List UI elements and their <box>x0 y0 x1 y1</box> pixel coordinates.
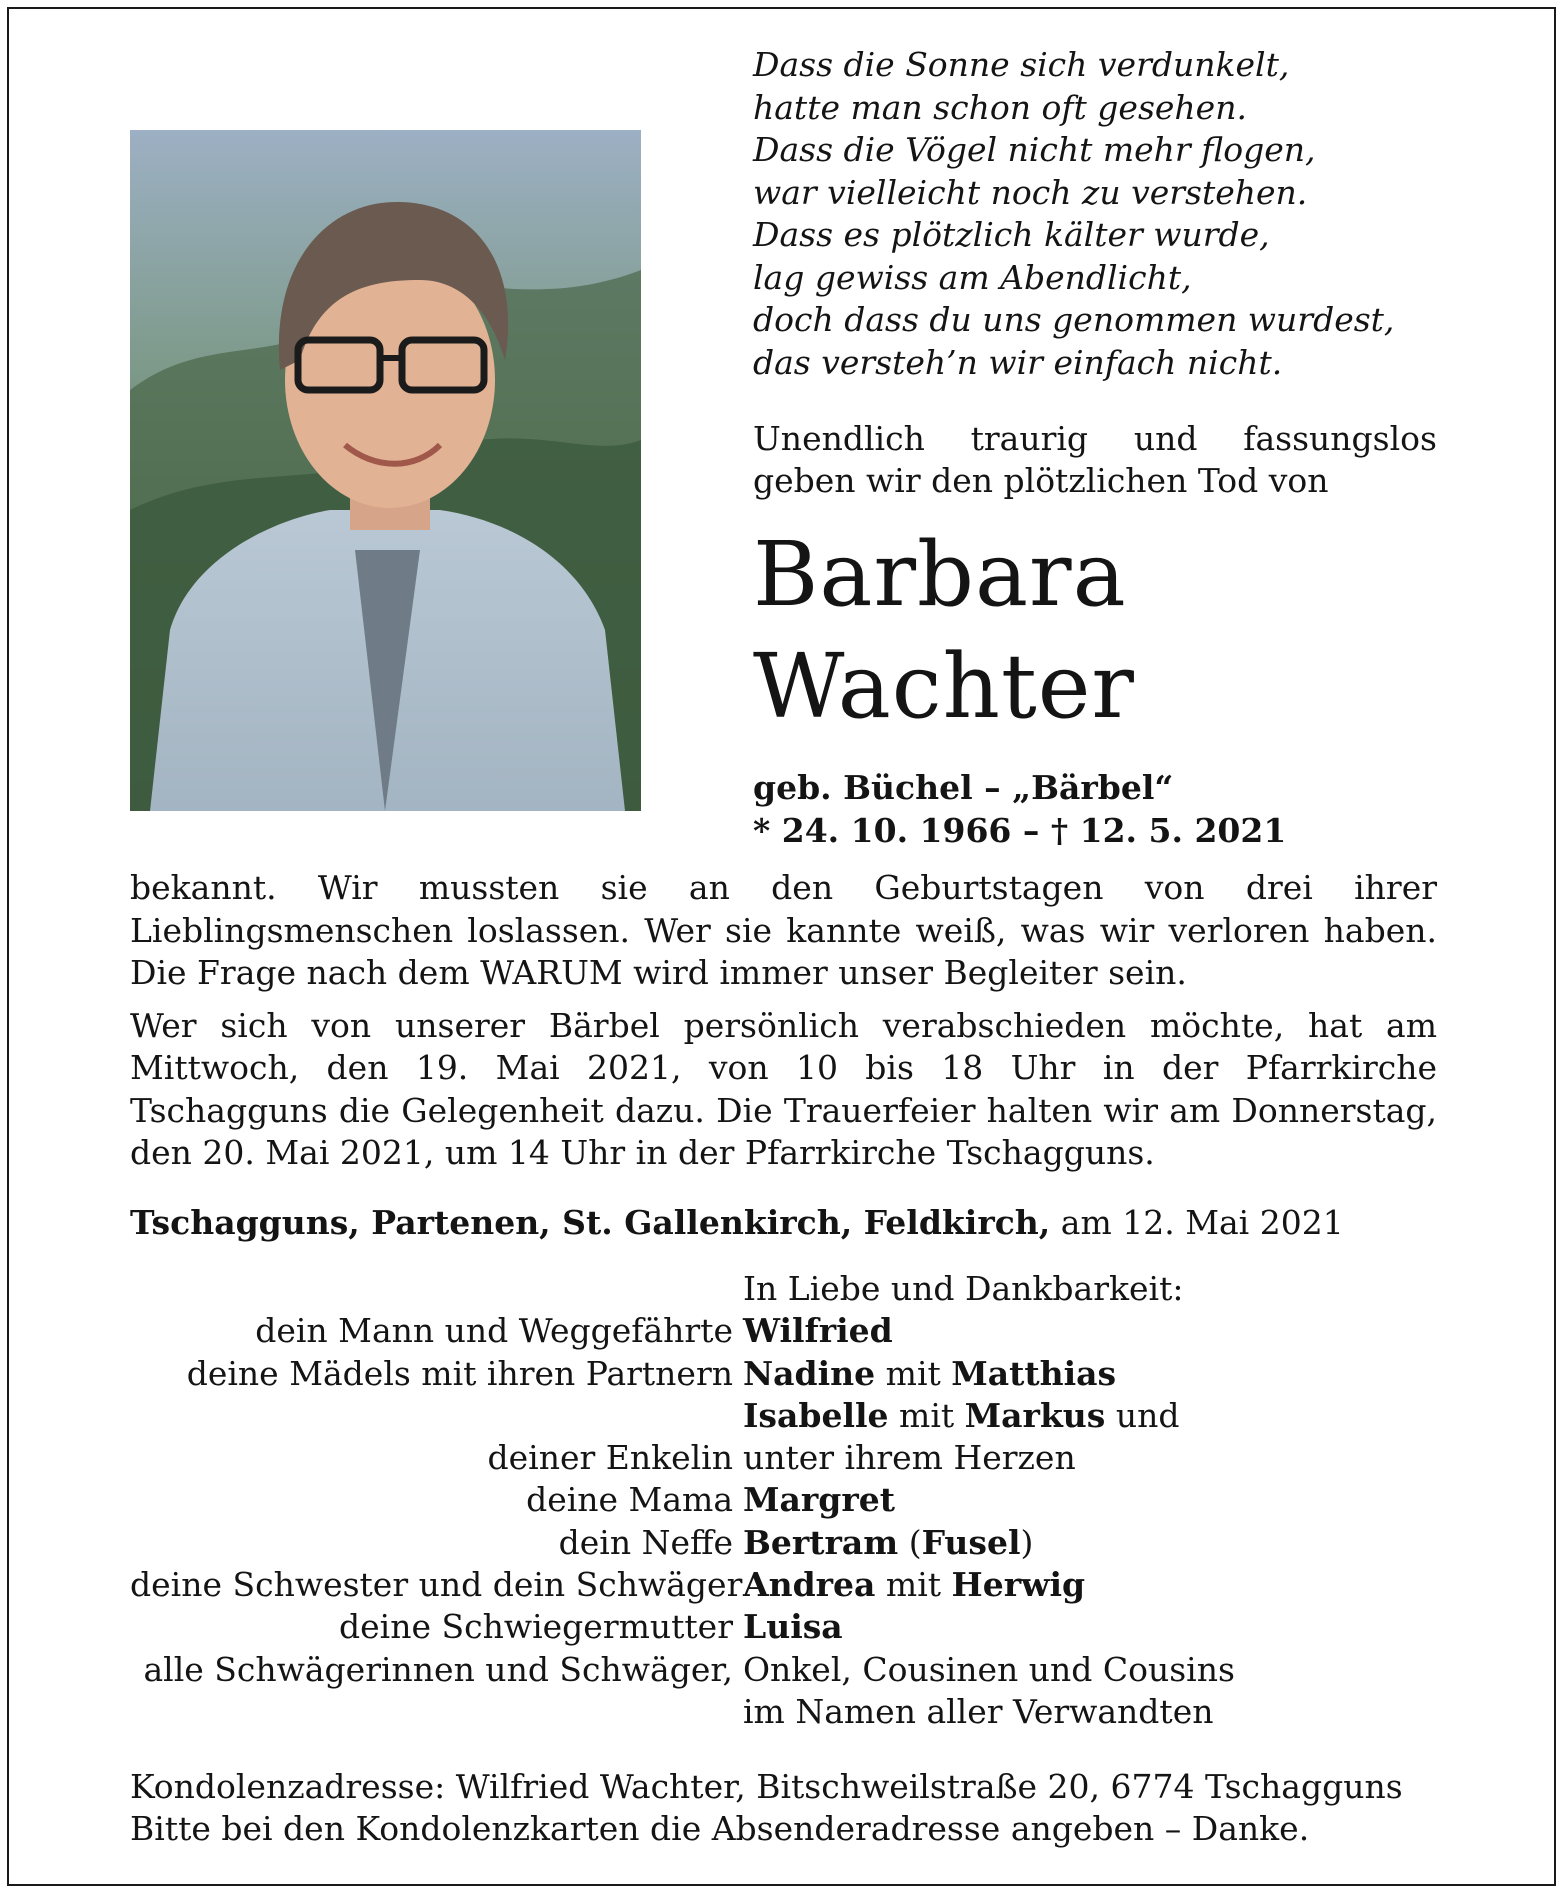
condolence-note: Bitte bei den Kondolenzkarten die Absenderadresse angeben – Danke. <box>130 1809 1310 1848</box>
last-name: Wachter <box>753 634 1135 738</box>
deceased-name <box>753 518 1135 742</box>
footer <box>130 1766 1403 1850</box>
intro-word: Unendlich <box>753 419 925 458</box>
signer-connector: unter ihrem Herzen <box>743 1438 1076 1478</box>
portrait-illustration <box>130 130 641 811</box>
signer-row <box>130 1310 1450 1352</box>
signer-row <box>130 1395 1450 1437</box>
signer-connector: ( <box>898 1522 922 1562</box>
signer-names <box>743 1606 1450 1648</box>
life-dates: * 24. 10. 1966 – † 12. 5. 2021 <box>753 811 1287 850</box>
signer-names <box>743 1310 1450 1352</box>
signer-relation: deine Schwester und dein Schwäger <box>130 1565 743 1605</box>
date: am 12. Mai 2021 <box>1060 1203 1344 1242</box>
intro-word: und <box>1133 419 1198 458</box>
signer-name: Herwig <box>951 1565 1086 1605</box>
signer-relation: deine Schwiegermutter <box>339 1607 733 1647</box>
signer-name: Andrea <box>743 1565 876 1605</box>
poem-line: das versteh’n wir einfach nicht. <box>753 342 1283 382</box>
signer-connector: im Namen aller Verwandten <box>743 1691 1214 1731</box>
signer-row <box>130 1479 1450 1521</box>
signer-relation <box>130 1691 743 1733</box>
signer-row <box>130 1437 1450 1479</box>
signers-heading: In Liebe und Dankbarkeit: <box>743 1269 1184 1308</box>
towns: Tschagguns, Partenen, St. Gallenkirch, Feldkirch, <box>130 1203 1051 1242</box>
poem-line: Dass die Sonne sich verdunkelt, <box>753 45 1290 84</box>
signer-row <box>130 1522 1450 1564</box>
signer-relation: deiner Enkelin <box>487 1438 733 1478</box>
maiden-name: geb. Büchel – „Bärbel“ <box>753 768 1174 807</box>
signer-connector: mit <box>888 1395 965 1435</box>
signer-name: Wilfried <box>743 1311 893 1351</box>
first-name: Barbara <box>753 522 1127 626</box>
poem-line: Dass es plötzlich kälter wurde, <box>753 215 1270 254</box>
signer-connector: mit <box>875 1565 952 1605</box>
paragraph: bekannt. Wir mussten sie an den Geburtstagen von drei ihrer Lieblingsmenschen loslassen. Wer sie kannte weiß, was wir verloren haben. Die Frage nach dem WARUM wird immer unser Begleiter sein. <box>130 868 1437 992</box>
signer-names <box>743 1395 1450 1437</box>
signer-row <box>130 1606 1450 1648</box>
signer-name: Bertram <box>743 1522 899 1562</box>
intro-text <box>753 418 1437 502</box>
signer-relation: alle Schwägerinnen und Schwäger, <box>143 1649 733 1689</box>
signer-names <box>743 1479 1450 1521</box>
intro-word: fassungslos <box>1243 419 1437 458</box>
poem-line: war vielleicht noch zu verstehen. <box>753 172 1308 212</box>
signer-name: Matthias <box>951 1353 1117 1393</box>
signer-row <box>130 1564 1450 1606</box>
signer-relation <box>130 1395 743 1437</box>
signer-name: Luisa <box>743 1607 843 1647</box>
poem-line: lag gewiss am Abendlicht, <box>753 257 1192 297</box>
signer-relation: deine Mädels mit ihren Partnern <box>186 1353 733 1393</box>
signer-names <box>743 1353 1450 1395</box>
poem-line: hatte man schon oft gesehen. <box>753 87 1247 127</box>
signer-names <box>743 1691 1450 1733</box>
signers-list <box>130 1268 1450 1733</box>
signer-name: Markus <box>964 1395 1106 1435</box>
signer-relation: deine Mama <box>526 1480 733 1520</box>
portrait-photo <box>130 130 641 811</box>
signers-heading-row <box>130 1268 1450 1310</box>
birth-details <box>753 766 1286 852</box>
poem-line: doch dass du uns genommen wurdest, <box>753 300 1395 339</box>
poem <box>753 44 1453 384</box>
intro-line-1 <box>753 418 1437 460</box>
condolence-address: Kondolenzadresse: Wilfried Wachter, Bitschweilstraße 20, 6774 Tschagguns <box>130 1767 1403 1806</box>
signer-connector: mit <box>875 1353 952 1393</box>
poem-line: Dass die Vögel nicht mehr flogen, <box>753 130 1316 169</box>
signer-relation: dein Mann und Weggefährte <box>255 1311 733 1351</box>
signer-names <box>743 1437 1450 1479</box>
signer-names <box>743 1564 1450 1606</box>
signer-name: Isabelle <box>743 1395 889 1435</box>
intro-line-2: geben wir den plötzlichen Tod von <box>753 461 1329 500</box>
signer-connector: Onkel, Cousinen und Cousins <box>743 1649 1235 1689</box>
signer-name: Fusel <box>921 1522 1021 1562</box>
body-text <box>130 867 1437 1175</box>
signer-connector: ) <box>1020 1522 1034 1562</box>
signer-relation: dein Neffe <box>558 1522 733 1562</box>
intro-word: traurig <box>970 419 1089 458</box>
signer-row <box>130 1649 1450 1691</box>
signer-names <box>743 1649 1450 1691</box>
paragraph: Wer sich von unserer Bärbel persönlich verabschieden möchte, hat am Mittwoch, den 19. Mai 2021, von 10 bis 18 Uhr in der Pfarrkirche Tschagguns die Gelegenheit dazu. Die Trauerfeier halten wir am Donnerstag, den 20. Mai 2021, um 14 Uhr in der Pfarrkirche Tschagguns. <box>130 1005 1437 1172</box>
signer-row <box>130 1353 1450 1395</box>
signer-names <box>743 1522 1450 1564</box>
signer-connector: und <box>1105 1395 1180 1435</box>
signer-name: Nadine <box>743 1353 876 1393</box>
signer-row <box>130 1691 1450 1733</box>
place-date-line <box>130 1202 1344 1244</box>
signer-name: Margret <box>743 1480 895 1520</box>
